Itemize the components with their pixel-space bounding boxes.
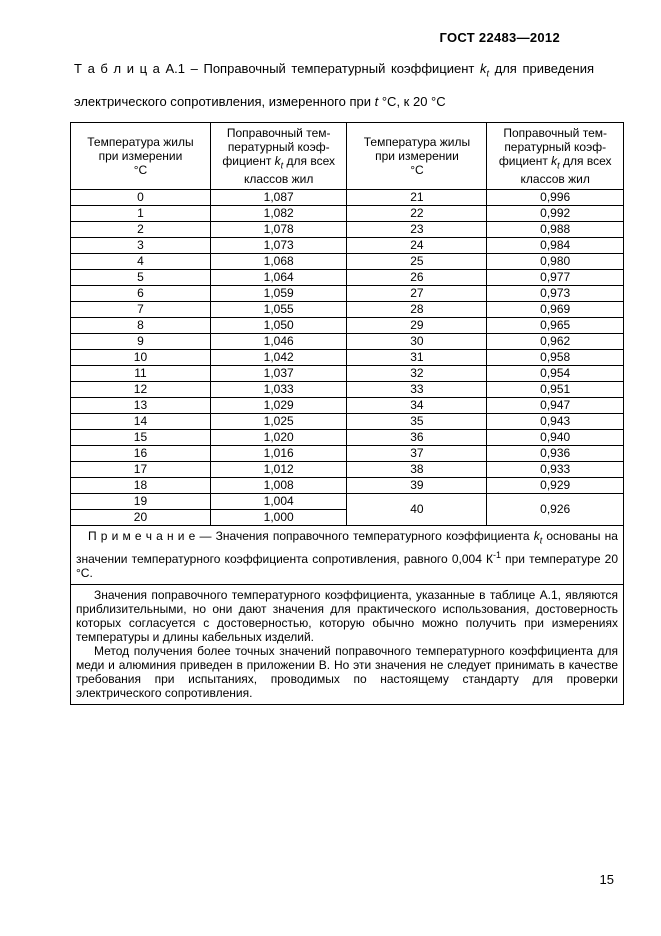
caption-text-2: для приведения электрического сопротивления, измеренного при (74, 61, 595, 109)
note-text-1: Значения поправочного температурного коэффициента (215, 529, 534, 544)
table-body (71, 190, 624, 526)
cell-temp-left: 19 (71, 494, 211, 510)
caption-symbol-k-sub: t (486, 68, 490, 79)
cell-temp-left: 18 (71, 478, 211, 494)
cell-coeff-left: 1,025 (210, 414, 347, 430)
cell-coeff-right: 0,929 (487, 478, 624, 494)
table-row (71, 254, 624, 270)
header-line: Температура жилы (87, 135, 194, 150)
cell-temp-left: 3 (71, 238, 211, 254)
table-header (71, 123, 624, 190)
table-row (71, 222, 624, 238)
cell-coeff-left: 1,029 (210, 398, 347, 414)
table-row (71, 270, 624, 286)
cell-temp-right: 21 (347, 190, 487, 206)
table-row (71, 190, 624, 206)
cell-temp-left: 17 (71, 462, 211, 478)
cell-coeff-right: 0,977 (487, 270, 624, 286)
cell-temp-right: 38 (347, 462, 487, 478)
caption-symbol-k: k (480, 61, 487, 76)
table-row (71, 366, 624, 382)
table-note (71, 526, 624, 584)
header-line: °С (410, 163, 424, 178)
cell-coeff-right: 0,988 (487, 222, 624, 238)
cell-temp-right: 31 (347, 350, 487, 366)
header-line: Поправочный тем- (503, 126, 607, 140)
cell-temp-left: 11 (71, 366, 211, 382)
header-line: для всех (283, 154, 336, 168)
cell-coeff-left: 1,059 (210, 286, 347, 302)
cell-temp-left: 6 (71, 286, 211, 302)
cell-temp-left: 7 (71, 302, 211, 318)
header-line: для всех (559, 154, 612, 168)
body-paragraph-2: Метод получения более точных значений поправочного температурного коэффициента для меди и алюминия приведен в приложении В. Но эти значения не следует принимать в качестве требования при испытаниях, проводимых по настоящему стандарту для проверки электрического сопротивления. (76, 643, 618, 700)
cell-coeff-left: 1,082 (210, 206, 347, 222)
cell-coeff-left: 1,050 (210, 318, 347, 334)
cell-temp-left: 8 (71, 318, 211, 334)
body-text-row (71, 584, 624, 704)
cell-coeff-left: 1,073 (210, 238, 347, 254)
cell-coeff-right: 0,992 (487, 206, 624, 222)
body-paragraph-1: Значения поправочного температурного коэффициента, указанные в таблице А.1, являются приблизительными, но они дают значения для практического использования, достоверность которых согласуется с достоверностью, которую обычно можно получить при измерениях температуры и длины кабельных изделий. (76, 587, 618, 644)
cell-temp-right: 33 (347, 382, 487, 398)
cell-coeff-right: 0,947 (487, 398, 624, 414)
table-footer (71, 526, 624, 704)
cell-temp-right: 28 (347, 302, 487, 318)
header-temp-left (71, 123, 211, 190)
note-text-2: основаны на значении температурного коэффициента сопротивления, равного 0,004 К (76, 529, 618, 566)
cell-temp-left: 2 (71, 222, 211, 238)
cell-temp-left: 12 (71, 382, 211, 398)
cell-coeff-left: 1,012 (210, 462, 347, 478)
note-row (71, 526, 624, 584)
cell-temp-right-merged: 40 (347, 494, 487, 526)
cell-temp-left: 4 (71, 254, 211, 270)
cell-temp-right: 24 (347, 238, 487, 254)
cell-temp-right: 27 (347, 286, 487, 302)
cell-temp-left: 1 (71, 206, 211, 222)
cell-coeff-left: 1,016 (210, 446, 347, 462)
table-row (71, 238, 624, 254)
cell-temp-right: 25 (347, 254, 487, 270)
body-text-cell (71, 584, 624, 704)
correction-coefficient-table (70, 122, 624, 705)
cell-coeff-right: 0,940 (487, 430, 624, 446)
table-row (71, 334, 624, 350)
cell-temp-left: 14 (71, 414, 211, 430)
header-coeff-right (487, 123, 624, 190)
table-row (71, 478, 624, 494)
cell-temp-right: 30 (347, 334, 487, 350)
header-coeff-left (210, 123, 347, 190)
cell-coeff-left: 1,000 (210, 510, 347, 526)
header-symbol-k-sub: t (557, 160, 560, 171)
cell-coeff-right: 0,996 (487, 190, 624, 206)
page-number: 15 (599, 872, 614, 887)
header-line: классов жил (520, 172, 590, 187)
cell-temp-right: 22 (347, 206, 487, 222)
cell-coeff-right: 0,936 (487, 446, 624, 462)
table-row (71, 286, 624, 302)
table-header-row (71, 123, 624, 190)
cell-coeff-left: 1,004 (210, 494, 347, 510)
cell-coeff-right-merged: 0,926 (487, 494, 624, 526)
table-row (71, 414, 624, 430)
cell-temp-left: 15 (71, 430, 211, 446)
cell-coeff-right: 0,954 (487, 366, 624, 382)
cell-coeff-right: 0,933 (487, 462, 624, 478)
cell-temp-left: 13 (71, 398, 211, 414)
cell-temp-right: 32 (347, 366, 487, 382)
header-line: классов жил (244, 172, 314, 187)
cell-coeff-left: 1,068 (210, 254, 347, 270)
cell-coeff-left: 1,020 (210, 430, 347, 446)
table-caption (74, 55, 594, 116)
cell-coeff-left: 1,042 (210, 350, 347, 366)
cell-temp-right: 34 (347, 398, 487, 414)
table-row (71, 462, 624, 478)
header-line: фициент (222, 154, 275, 168)
cell-coeff-left: 1,037 (210, 366, 347, 382)
cell-coeff-left: 1,087 (210, 190, 347, 206)
cell-coeff-right: 0,969 (487, 302, 624, 318)
header-temp-right (347, 123, 487, 190)
table-row (71, 318, 624, 334)
cell-coeff-right: 0,973 (487, 286, 624, 302)
cell-temp-left: 5 (71, 270, 211, 286)
table-row (71, 494, 624, 510)
cell-coeff-right: 0,962 (487, 334, 624, 350)
cell-temp-right: 36 (347, 430, 487, 446)
cell-temp-left: 16 (71, 446, 211, 462)
cell-temp-left: 9 (71, 334, 211, 350)
header-line: пературный коэф- (504, 140, 607, 154)
cell-coeff-left: 1,078 (210, 222, 347, 238)
cell-temp-right: 23 (347, 222, 487, 238)
cell-temp-right: 26 (347, 270, 487, 286)
note-symbol-k: k (533, 529, 540, 544)
table-row (71, 206, 624, 222)
header-line: пературный коэф- (227, 140, 330, 154)
cell-temp-right: 29 (347, 318, 487, 334)
document-standard-number: ГОСТ 22483—2012 (439, 30, 560, 45)
cell-coeff-left: 1,033 (210, 382, 347, 398)
cell-coeff-right: 0,984 (487, 238, 624, 254)
cell-temp-right: 35 (347, 414, 487, 430)
caption-text-3: °С, к 20 °С (378, 93, 446, 109)
header-symbol-k: k (274, 154, 281, 168)
cell-temp-left: 0 (71, 190, 211, 206)
cell-temp-left: 10 (71, 350, 211, 366)
header-line: °С (133, 163, 148, 178)
cell-coeff-right: 0,980 (487, 254, 624, 270)
table-row (71, 398, 624, 414)
table-row (71, 350, 624, 366)
caption-text-1: Т а б л и ц а А.1 – Поправочный температурный коэффициент (74, 61, 480, 76)
cell-coeff-left: 1,064 (210, 270, 347, 286)
header-symbol-k-sub: t (280, 160, 284, 171)
note-dash: — (195, 529, 216, 544)
header-line: при измерении (375, 149, 459, 164)
cell-temp-right: 39 (347, 478, 487, 494)
header-line: при измерении (98, 149, 183, 164)
table-row (71, 446, 624, 462)
header-line: фициент (498, 154, 552, 168)
caption-symbol-t: t (374, 93, 379, 109)
cell-coeff-left: 1,008 (210, 478, 347, 494)
cell-coeff-right: 0,951 (487, 382, 624, 398)
cell-coeff-left: 1,055 (210, 302, 347, 318)
cell-temp-right: 37 (347, 446, 487, 462)
note-text-3: при температуре 20 °С. (76, 551, 618, 580)
header-line: Температура жилы (363, 135, 471, 150)
table-row (71, 382, 624, 398)
header-line: Поправочный тем- (226, 126, 331, 140)
header-symbol-k: k (551, 154, 558, 168)
cell-temp-left: 20 (71, 510, 211, 526)
note-symbol-k-sub: t (539, 535, 543, 546)
table-row (71, 302, 624, 318)
cell-coeff-right: 0,958 (487, 350, 624, 366)
cell-coeff-right: 0,943 (487, 414, 624, 430)
note-label: П р и м е ч а н и е (88, 529, 196, 544)
table-row (71, 430, 624, 446)
note-text (76, 529, 618, 579)
cell-coeff-right: 0,965 (487, 318, 624, 334)
cell-coeff-left: 1,046 (210, 334, 347, 350)
note-superscript: -1 (492, 549, 501, 560)
